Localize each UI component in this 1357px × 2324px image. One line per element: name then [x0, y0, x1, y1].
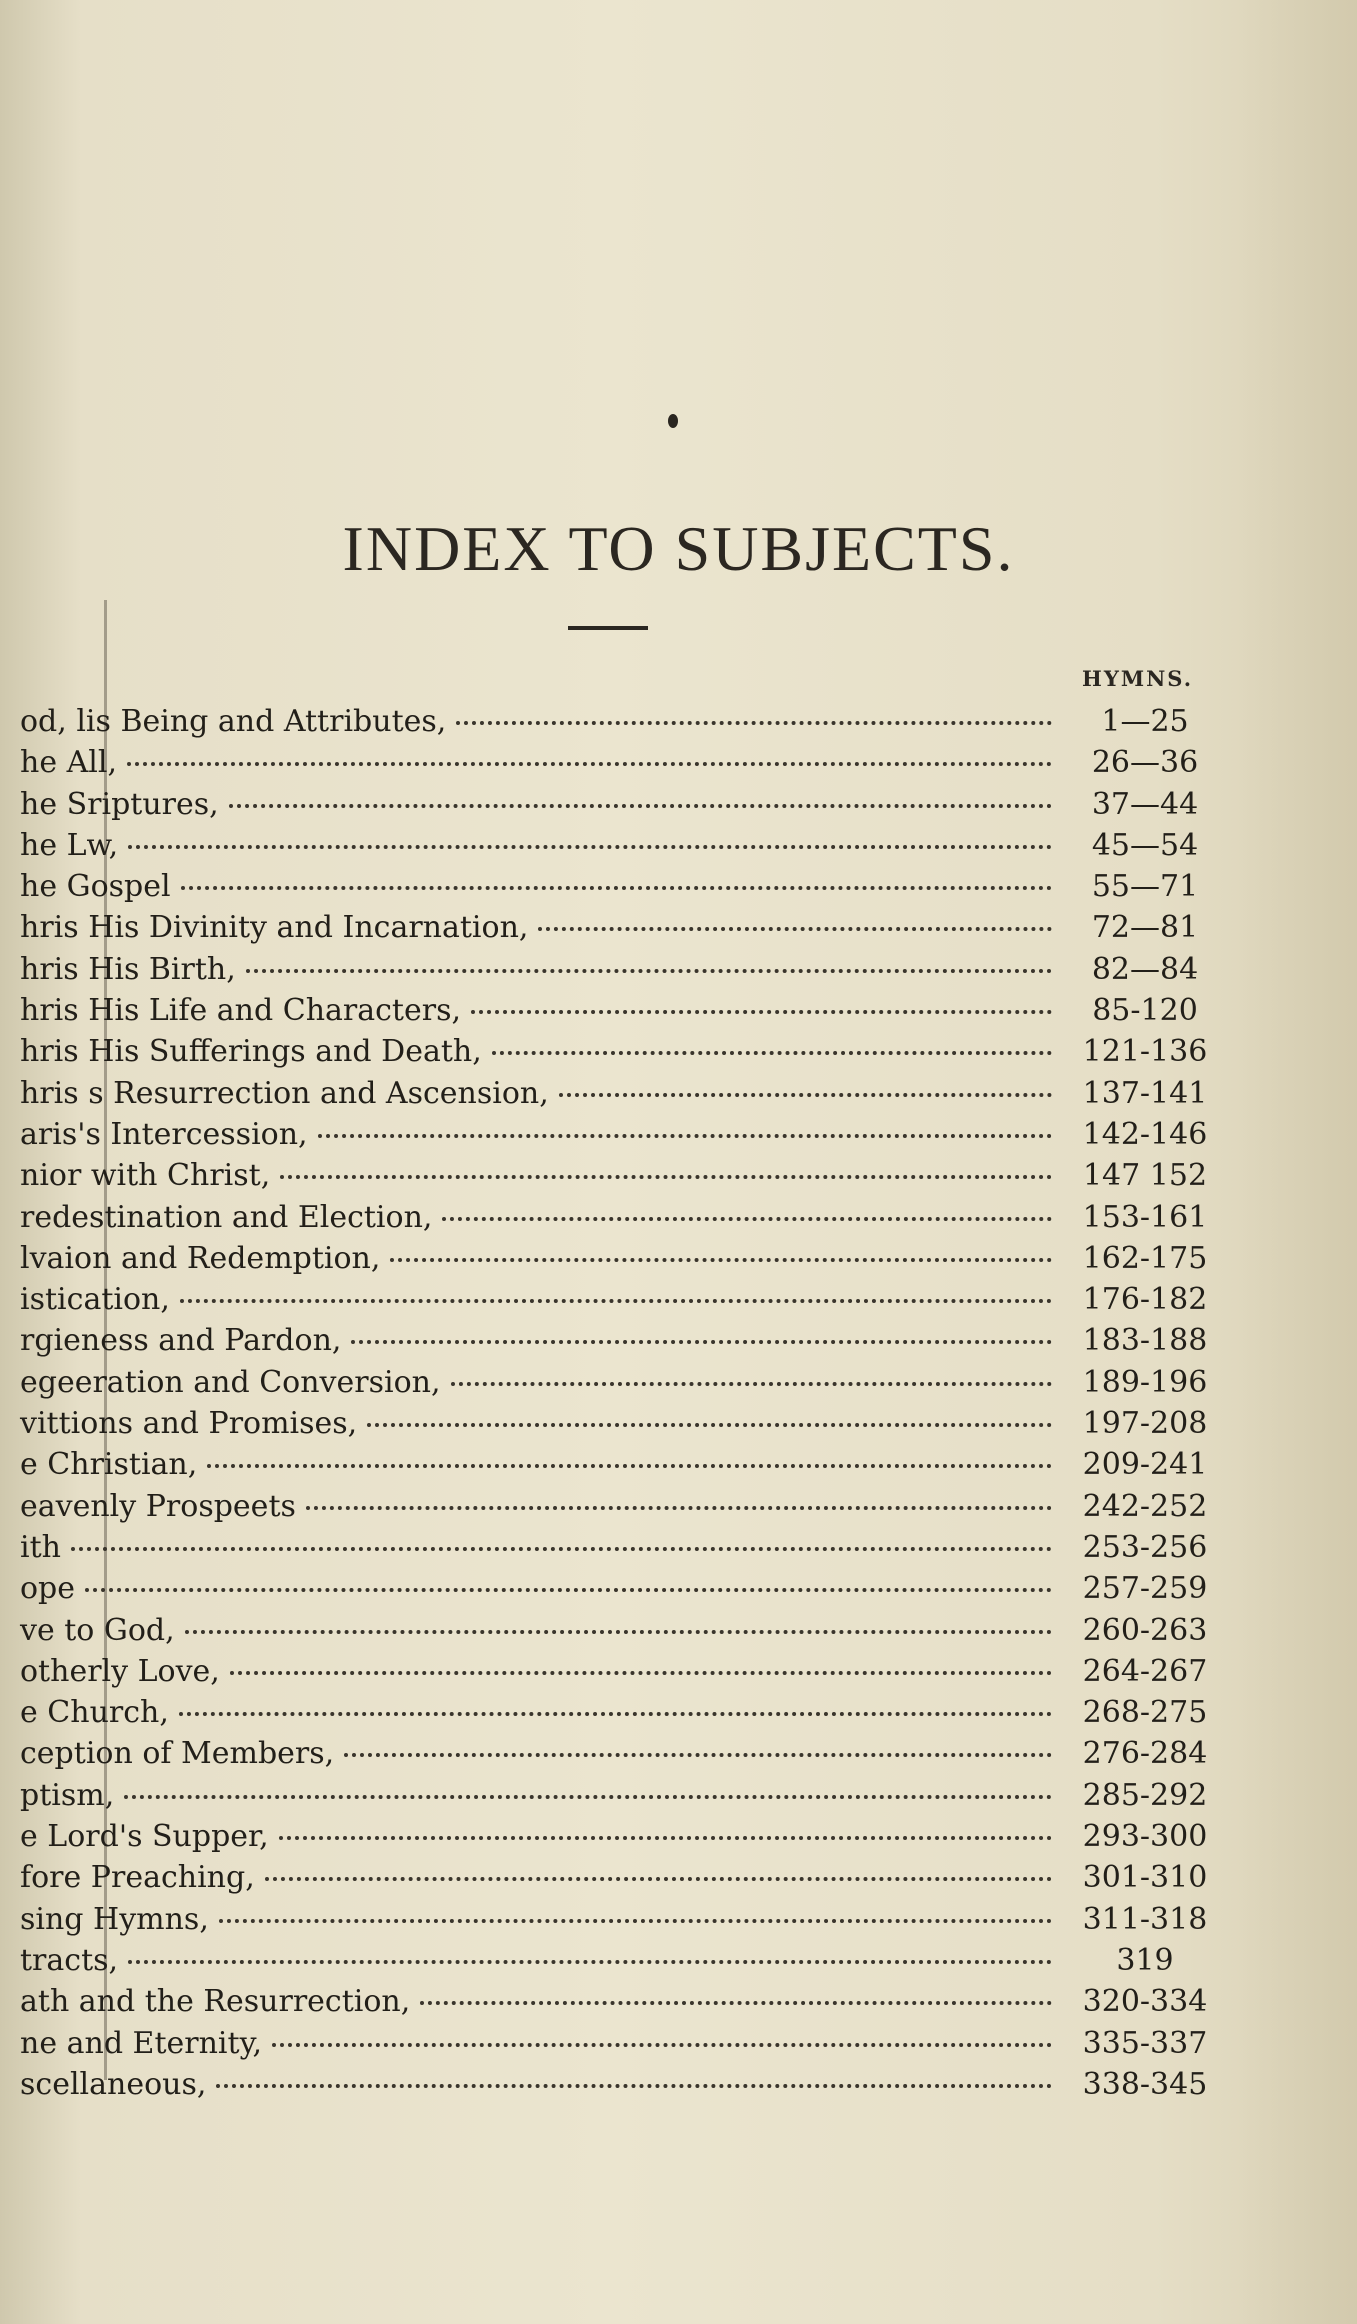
entry-subject: he All, [20, 745, 118, 781]
leader-dots [471, 1010, 1052, 1014]
entry-hymn-range: 268-275 [1082, 1695, 1208, 1731]
entry-hymn-range: 55—71 [1091, 869, 1199, 905]
leader-dots [85, 1588, 1052, 1592]
index-entry [20, 1530, 1230, 1571]
leader-dots [344, 1753, 1052, 1757]
index-entry [20, 1117, 1230, 1158]
leader-dots [538, 927, 1052, 931]
index-entry [20, 1282, 1230, 1323]
leader-dots [185, 1630, 1052, 1634]
entry-subject: rgieness and Pardon, [20, 1323, 342, 1359]
entry-subject: vittions and Promises, [20, 1406, 358, 1442]
entry-hymn-range: 189-196 [1082, 1364, 1208, 1400]
entry-subject: e Christian, [20, 1447, 198, 1483]
entry-hymn-range: 121-136 [1082, 1034, 1208, 1070]
entry-hymn-range: 1—25 [1101, 704, 1189, 739]
entry-hymn-range: 153-161 [1082, 1199, 1208, 1235]
entry-subject: istication, [20, 1282, 170, 1318]
entry-subject: sing Hymns, [20, 1901, 209, 1937]
entry-subject: od, lis Being and Attributes, [20, 704, 447, 739]
index-entry [20, 1943, 1230, 1984]
entry-subject: he Gospel [20, 869, 171, 905]
index-entry [20, 2026, 1230, 2067]
entry-hymn-range: 82—84 [1091, 951, 1199, 987]
entry-subject: scellaneous, [20, 2066, 207, 2102]
leader-dots [216, 2084, 1052, 2088]
entry-subject: he Sriptures, [20, 786, 219, 822]
index-entry [20, 1158, 1230, 1199]
entry-hymn-range: 264-267 [1082, 1653, 1208, 1689]
leader-dots [451, 1382, 1053, 1386]
index-entry [20, 993, 1230, 1034]
hymns-column-header: HYMNS. [1082, 666, 1194, 691]
entry-hymn-range: 176-182 [1082, 1282, 1208, 1318]
index-entry [20, 1902, 1230, 1943]
leader-dots [128, 1960, 1052, 1964]
leader-dots [280, 1175, 1052, 1179]
title-rule [568, 626, 648, 630]
leader-dots [229, 804, 1052, 808]
index-entry [20, 1819, 1230, 1860]
entry-hymn-range: 242-252 [1082, 1488, 1208, 1524]
entry-hymn-range: 197-208 [1082, 1406, 1208, 1442]
entry-hymn-range: 320-334 [1082, 1984, 1208, 2020]
entry-hymn-range: 319 [1116, 1942, 1174, 1978]
leader-dots [272, 2043, 1052, 2047]
entry-subject: ve to God, [20, 1612, 175, 1648]
leader-dots [124, 1795, 1052, 1799]
leader-dots [420, 2001, 1052, 2005]
leader-dots [219, 1919, 1052, 1923]
index-entry [20, 1034, 1230, 1075]
index-list [20, 704, 1230, 2108]
leader-dots [318, 1134, 1052, 1138]
leader-dots [559, 1093, 1052, 1097]
entry-hymn-range: 72—81 [1091, 910, 1199, 946]
entry-hymn-range: 311-318 [1082, 1901, 1208, 1937]
leader-dots [207, 1464, 1052, 1468]
entry-hymn-range: 183-188 [1082, 1323, 1208, 1359]
entry-hymn-range: 142-146 [1082, 1116, 1208, 1152]
index-entry [20, 952, 1230, 993]
entry-subject: hris His Divinity and Incarnation, [20, 910, 529, 946]
index-entry [20, 1613, 1230, 1654]
leader-dots [179, 1712, 1052, 1716]
page-title: INDEX TO SUBJECTS. [342, 513, 1015, 584]
entry-subject: nior with Christ, [20, 1158, 271, 1194]
entry-hymn-range: 85-120 [1092, 993, 1198, 1029]
leader-dots [180, 1299, 1052, 1303]
index-entry [20, 1365, 1230, 1406]
leader-dots [181, 886, 1052, 890]
entry-hymn-range: 37—44 [1091, 786, 1199, 822]
entry-subject: ne and Eternity, [20, 2025, 263, 2061]
leader-dots [127, 762, 1052, 766]
entry-hymn-range: 26—36 [1091, 745, 1199, 781]
leader-dots [456, 721, 1052, 725]
index-entry [20, 1200, 1230, 1241]
leader-dots [367, 1423, 1052, 1427]
leader-dots [230, 1671, 1052, 1675]
entry-subject: fore Preaching, [20, 1860, 255, 1896]
entry-subject: ception of Members, [20, 1736, 335, 1772]
leader-dots [442, 1217, 1052, 1221]
entry-hymn-range: 253-256 [1082, 1529, 1208, 1565]
leader-dots [351, 1340, 1052, 1344]
index-entry [20, 2067, 1230, 2108]
entry-hymn-range: 162-175 [1082, 1240, 1208, 1276]
index-entry [20, 1406, 1230, 1447]
entry-subject: hris His Life and Characters, [20, 993, 462, 1029]
leader-dots [492, 1051, 1052, 1055]
index-entry [20, 1489, 1230, 1530]
index-entry [20, 1654, 1230, 1695]
entry-hymn-range: 335-337 [1082, 2025, 1208, 2061]
entry-subject: ope [20, 1571, 76, 1607]
leader-dots [246, 969, 1052, 973]
index-entry [20, 1984, 1230, 2025]
ink-mark [668, 414, 678, 428]
index-entry [20, 704, 1230, 745]
index-entry [20, 745, 1230, 786]
index-entry [20, 869, 1230, 910]
index-entry [20, 1447, 1230, 1488]
entry-subject: otherly Love, [20, 1653, 220, 1689]
index-entry [20, 1695, 1230, 1736]
entry-subject: hris s Resurrection and Ascension, [20, 1075, 549, 1111]
index-entry [20, 910, 1230, 951]
index-entry [20, 1076, 1230, 1117]
entry-hymn-range: 137-141 [1082, 1075, 1208, 1111]
index-entry [20, 1571, 1230, 1612]
index-entry [20, 1736, 1230, 1777]
leader-dots [128, 845, 1052, 849]
entry-subject: ath and the Resurrection, [20, 1984, 411, 2020]
entry-hymn-range: 209-241 [1082, 1447, 1208, 1483]
entry-subject: redestination and Election, [20, 1199, 433, 1235]
entry-subject: ith [20, 1529, 61, 1565]
entry-hymn-range: 293-300 [1082, 1819, 1208, 1855]
index-entry [20, 1241, 1230, 1282]
entry-hymn-range: 285-292 [1082, 1777, 1208, 1813]
entry-hymn-range: 147 152 [1082, 1158, 1208, 1194]
leader-dots [306, 1506, 1052, 1510]
index-entry [20, 828, 1230, 869]
leader-dots [265, 1877, 1052, 1881]
entry-subject: ptism, [20, 1777, 115, 1813]
index-entry [20, 787, 1230, 828]
entry-hymn-range: 260-263 [1082, 1612, 1208, 1648]
index-entry [20, 1778, 1230, 1819]
entry-hymn-range: 276-284 [1082, 1736, 1208, 1772]
index-entry [20, 1323, 1230, 1364]
entry-subject: lvaion and Redemption, [20, 1240, 381, 1276]
entry-subject: e Church, [20, 1695, 169, 1731]
entry-subject: aris's Intercession, [20, 1116, 308, 1152]
entry-subject: hris His Sufferings and Death, [20, 1034, 482, 1070]
entry-subject: eavenly Prospeets [20, 1488, 296, 1524]
entry-hymn-range: 338-345 [1082, 2066, 1208, 2102]
entry-subject: tracts, [20, 1942, 119, 1978]
leader-dots [279, 1836, 1052, 1840]
entry-hymn-range: 257-259 [1082, 1571, 1208, 1607]
entry-subject: he Lw, [20, 827, 119, 863]
torn-page-edge [1237, 0, 1357, 2324]
index-entry [20, 1860, 1230, 1901]
leader-dots [71, 1547, 1052, 1551]
entry-subject: egeeration and Conversion, [20, 1364, 441, 1400]
entry-subject: e Lord's Supper, [20, 1819, 269, 1855]
entry-hymn-range: 45—54 [1091, 827, 1199, 863]
entry-subject: hris His Birth, [20, 951, 236, 987]
entry-hymn-range: 301-310 [1082, 1860, 1208, 1896]
leader-dots [390, 1258, 1052, 1262]
